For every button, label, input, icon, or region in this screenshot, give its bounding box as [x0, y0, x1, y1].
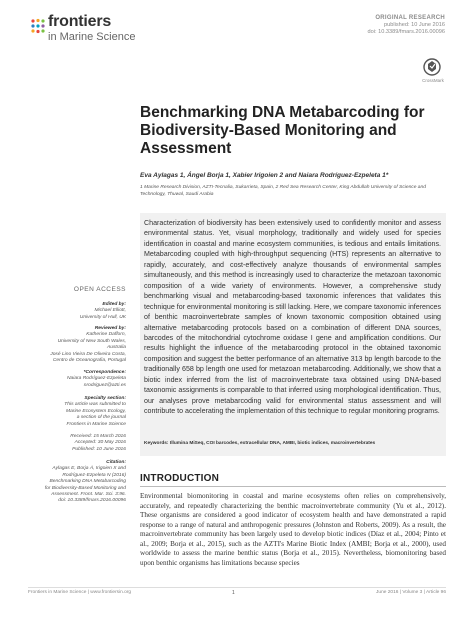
page-number: 1	[232, 590, 235, 596]
keywords	[144, 441, 441, 446]
citation-line: Assessment. Front. Mar. Sci. 3:96.	[51, 492, 126, 498]
published-date: published: 10 June 2016	[384, 22, 445, 28]
specialty-line: a section of the journal	[76, 415, 126, 421]
correspondence-block	[40, 370, 126, 389]
accepted-date: Accepted: 30 May 2016	[74, 440, 126, 446]
citation-line: Benchmarking DNA Metabarcoding	[49, 479, 126, 485]
correspondence-name: Naiara Rodríguez-Ezpeleta	[67, 376, 126, 382]
article-type: ORIGINAL RESEARCH	[375, 15, 445, 21]
received-date: Received: 15 March 2016	[70, 434, 126, 439]
reviewer-line: Katherine Dafforn,	[86, 332, 126, 338]
crossmark-icon[interactable]	[423, 58, 441, 76]
journal-logo-text: frontiers	[48, 13, 112, 30]
citation-block	[40, 460, 126, 505]
dates-block	[40, 434, 126, 453]
open-access-label: OPEN ACCESS	[73, 286, 126, 293]
reviewed-by-block	[40, 326, 126, 364]
doi-link[interactable]: doi: 10.3389/fmars.2016.00096	[367, 29, 445, 35]
specialty-line: Frontiers in Marine Science	[66, 421, 126, 427]
citation-line: Rodríguez-Ezpeleta N (2016)	[62, 472, 126, 478]
editor-name: Michael Elliott,	[94, 308, 126, 314]
footer-divider	[28, 587, 446, 588]
reviewed-by-label: Reviewed by:	[94, 326, 126, 331]
crossmark-label: CrossMark	[422, 78, 444, 83]
reviewer-line: Australia	[106, 345, 126, 351]
specialty-block	[40, 396, 126, 428]
specialty-label: Specialty section:	[84, 396, 126, 401]
specialty-line: This article was submitted to	[64, 402, 126, 408]
specialty-line: Marine Ecosystem Ecology,	[66, 408, 126, 414]
reviewer-line: University of New South Wales,	[57, 338, 126, 344]
citation-doi[interactable]: doi: 10.3389/fmars.2016.00096	[58, 498, 126, 504]
edited-by-label: Edited by:	[102, 302, 126, 307]
edited-by-block	[40, 302, 126, 321]
author-list: Eva Aylagas 1, Ángel Borja 1, Xabier Irigoien 2 and Naiara Rodríguez-Ezpeleta 1*	[140, 172, 389, 179]
keywords-list: Illumina MiSeq, COI barcodes, extracellular DNA, AMBI, biotic indices, macroinvertebrates	[169, 441, 376, 446]
correspondence-email[interactable]: nrodriguez@azti.es	[83, 382, 126, 388]
reviewer-line: José Lino Vieira De Oliveira Costa,	[50, 351, 126, 357]
section-divider	[140, 486, 446, 487]
citation-line: for Biodiversity-Based Monitoring and	[44, 485, 126, 491]
frontiers-logo-icon	[30, 18, 46, 34]
keywords-label: Keywords:	[144, 441, 169, 446]
published-date-side: Published: 10 June 2016	[72, 446, 126, 452]
correspondence-label: *Correspondence:	[83, 370, 126, 375]
reviewer-line: Centro de Oceanografia, Portugal	[52, 358, 126, 364]
citation-line: Aylagas E, Borja Á, Irigoien X and	[52, 466, 126, 472]
footer-journal[interactable]: Frontiers in Marine Science | www.frontiersin.org	[28, 590, 132, 595]
journal-logo-subtitle: in Marine Science	[48, 31, 136, 43]
abstract-text: Characterization of biodiversity has been extensively used to confidently monitor and assess environmental status. Yet, visual morphology, traditionally and widely used for species identification in coastal and marine ecosystem communities, is tedious and entails limitations. Metabarcoding coupled with high-throughput sequencing (HTS) represents an alternative to rapidly, accurately, and cost-effectively analyze thousands of environmental samples simultaneously, and this method is increasingly used to characterize the metazoan taxonomic composition of a wide variety of environments. However, a comprehensive study benchmarking visual and metabarcoding-based taxonomic inferences that validates this technique for environmental monitoring is still lacking. Here, we compare taxonomic inferences of benthic macroinvertebrate samples of known taxonomic composition obtained using alternative metabarcoding protocols based on a combination of different DNA sources, barcodes of the mitochondrial cytochrome oxidase I gene and amplification conditions. Our results highlight the influence of the metabarcoding protocol in the obtained taxonomic composition and suggest the better performance of an alternative 313 bp length barcode to the traditionally 658 bp length one used for metazoan metabarcoding. Additionally, we show that a biotic index inferred from the list of macroinvertebrate taxa obtained using DNA-based taxonomic assignments is comparable to that inferred using morphological identification. Thus, our analyses prove metabarcoding valid for environmental status assessment and will contribute to accelerating the implementation of this technique to regular monitoring programs.	[144, 219, 441, 416]
introduction-text: Environmental biomonitoring in coastal and marine ecosystems often relies on comprehensively, accurately, and repeatedly characterizing the benthic macroinvertebrate community (Yu et al., 2012). These organisms are considered a good indicator of ecosystem health and have demonstrated a rapid response to a range of natural and anthropogenic pressures (Johnston and Roberts, 2009). As a result, the macroinvertebrate community has been largely used to develop biotic indices (Díaz et al., 2004; Pinto et al., 2009; Borja et al., 2015), such as the AZTI's Marine Biotic Index (AMBI; Borja et al., 2000), used worldwide to assess the marine benthic status (Borja et al., 2015). Nevertheless, biomonitoring based upon benthic organisms has limitations because species	[140, 492, 446, 567]
affiliations: 1 Marine Research Division, AZTI-Tecnalia, Sukarrieta, Spain, 2 Red Sea Research Center, King Abdullah University of Science and Technology, Thuwal, Saudi Arabia	[140, 185, 426, 197]
section-heading-introduction: INTRODUCTION	[140, 473, 220, 484]
editor-affiliation: University of Hull, UK	[79, 314, 126, 320]
footer-issue: June 2016 | Volume 3 | Article 96	[376, 590, 446, 595]
citation-label: Citation:	[106, 460, 126, 465]
article-title: Benchmarking DNA Metabarcoding for Biodiversity-Based Monitoring and Assessment	[140, 104, 425, 157]
